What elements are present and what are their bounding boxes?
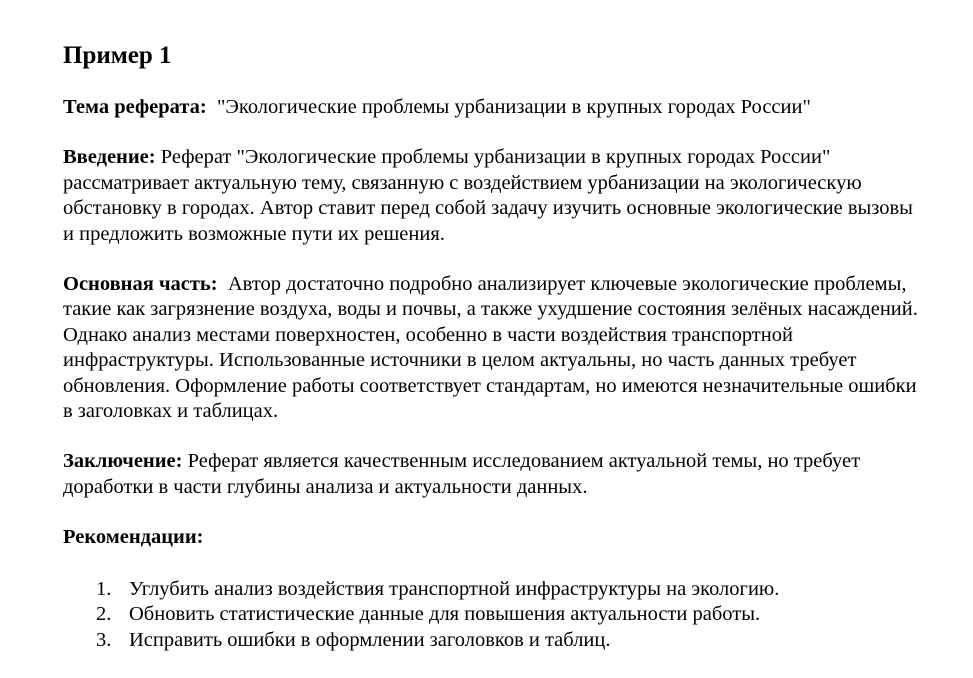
recommendations-list <box>63 577 923 653</box>
conclusion-text: Реферат является качественным исследованием актуальной темы, но требует доработки в части глубины анализа и актуальности данных. <box>63 450 861 498</box>
main-paragraph <box>63 272 923 424</box>
list-item-text: Обновить статистические данные для повышения актуальности работы. <box>129 603 761 626</box>
intro-label: Введение: <box>63 146 156 169</box>
list-item-text: Углубить анализ воздействия транспортной инфраструктуры на экологию. <box>129 577 780 600</box>
main-label: Основная часть: <box>63 273 218 296</box>
conclusion-paragraph <box>63 449 923 500</box>
topic-paragraph <box>63 95 923 120</box>
list-item-text: Исправить ошибки в оформлении заголовков и таблиц. <box>129 628 611 651</box>
topic-text: "Экологические проблемы урбанизации в крупных городах России" <box>217 96 811 118</box>
recommendations-heading: Рекомендации: <box>63 526 204 549</box>
main-text: Автор достаточно подробно анализирует ключевые экологические проблемы, такие как загрязнение воздуха, воды и почвы, а также ухудшение состояния зелёных насаждений. Однако анализ местами поверхностен, особенно в части воздействия транспортной инфраструктуры. Использованные источники в целом актуальны, но часть данных требует обновления. Оформление работы соответствует стандартам, но имеются незначительные ошибки в заголовках и таблицах. <box>63 273 918 423</box>
topic-label: Тема реферата: <box>63 96 207 118</box>
document-title: Пример 1 <box>63 42 172 69</box>
list-item-number: 1. <box>96 577 112 600</box>
list-item <box>63 628 923 653</box>
list-item-number: 3. <box>96 628 112 651</box>
intro-paragraph <box>63 145 923 247</box>
list-item <box>63 602 923 627</box>
list-item <box>63 577 923 602</box>
list-item-number: 2. <box>96 603 112 626</box>
conclusion-label: Заключение: <box>63 450 183 473</box>
intro-text: Реферат "Экологические проблемы урбанизации в крупных городах России" рассматривает актуальную тему, связанную с воздействием урбанизации на экологическую обстановку в городах. Автор ставит перед собой задачу изучить основные экологические вызовы и предложить возможные пути их решения. <box>63 146 913 245</box>
